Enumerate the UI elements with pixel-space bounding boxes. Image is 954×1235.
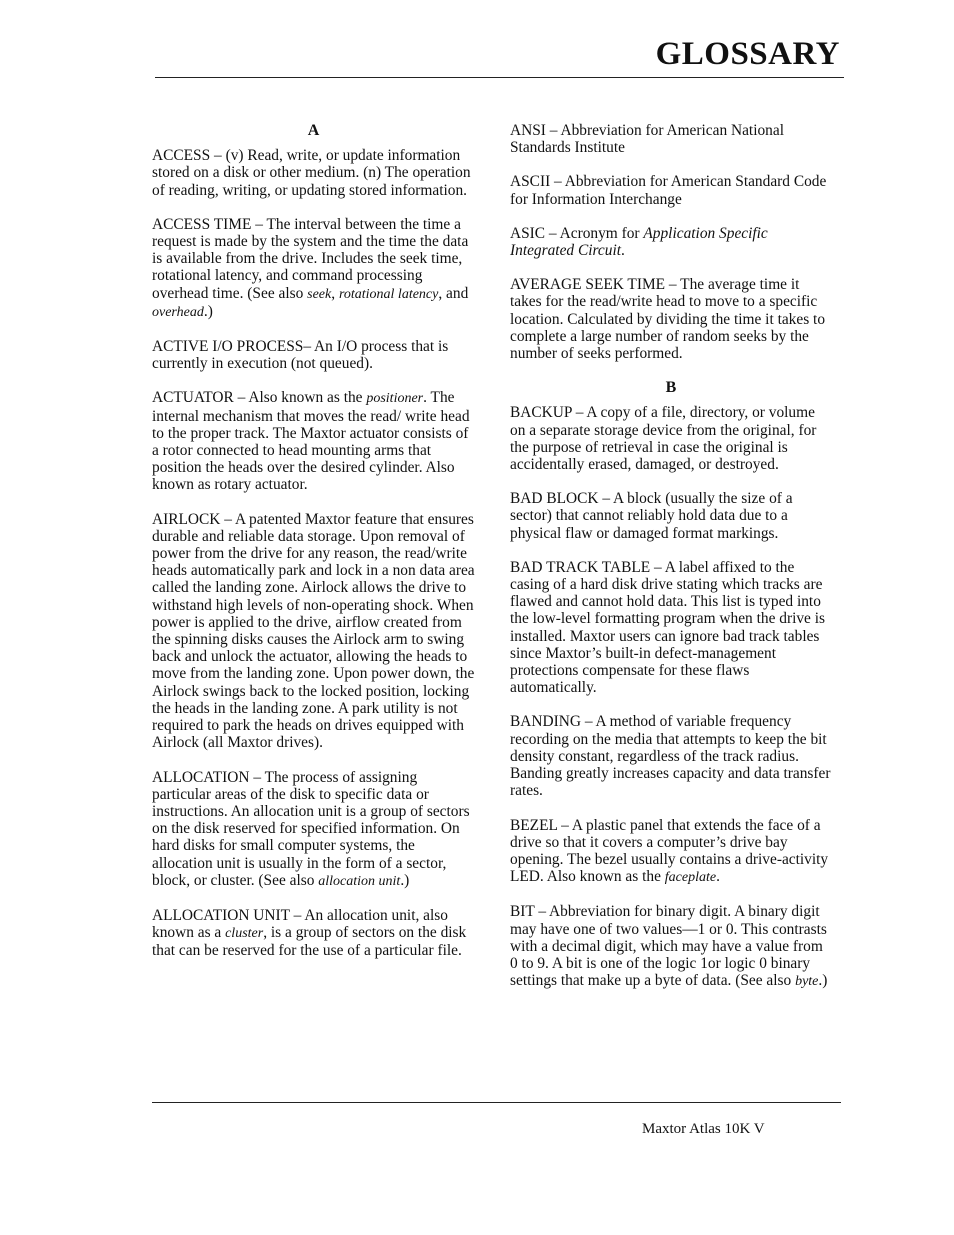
entry-definition: – Acronym for <box>545 224 644 242</box>
entry-term: ACTUATOR <box>152 389 234 407</box>
entry-term: BANDING <box>510 713 581 731</box>
footer-product-name: Maxtor Atlas 10K V <box>642 1121 765 1137</box>
entry-term: ASIC <box>510 224 546 242</box>
entry-term: ACCESS TIME <box>152 215 252 233</box>
glossary-entry-access <box>152 147 475 199</box>
entry-term: BEZEL <box>510 816 558 834</box>
header-rule <box>155 77 844 78</box>
entry-definition: – (v) Read, write, or update information stored on a disk or other medium. (n) The operation of reading, writing, or updating stored information. <box>152 147 471 199</box>
entry-definition: – The average time it takes for the read/write head to move to a specific location. Calculated by dividing the time it takes to complete a large number of random seeks by the number of seeks performed. <box>510 276 826 363</box>
glossary-column-right <box>510 122 832 990</box>
cross-reference: byte <box>795 974 819 990</box>
entry-tail: .) <box>400 871 410 889</box>
entry-definition: – A patented Maxtor feature that ensures durable and reliable data storage. Upon removal of power from the drive for any reason, the read/write heads automatically park and lock in a non data area called the landing zone. Airlock allows the drive to withstand high levels of non-operating shock. When power is applied to the drive, airflow created from the spinning disks causes the Airlock arm to swing back and unlock the actuator, allowing the heads to move from the landing zone. Upon power down, the Airlock swings back to the locked position, locking the heads in the landing zone. A park utility is not required to park the heads on drives equipped with Airlock (all Maxtor drives). <box>152 510 475 752</box>
cross-reference: overhead <box>152 304 204 320</box>
page-title: GLOSSARY <box>655 36 840 72</box>
entry-term: ASCII <box>510 173 551 191</box>
glossary-entry-ascii <box>510 173 832 207</box>
glossary-entry-bit <box>510 903 832 990</box>
glossary-entry-bezel <box>510 817 832 887</box>
entry-definition: – Also known as the <box>233 389 367 407</box>
entry-tail: . <box>716 868 720 886</box>
entry-tail: .) <box>818 972 828 990</box>
glossary-entry-asic <box>510 225 832 259</box>
entry-term: BAD TRACK TABLE <box>510 558 651 576</box>
entry-term: ALLOCATION UNIT <box>152 906 290 924</box>
section-letter-a: A <box>307 122 320 139</box>
entry-definition: – A block (usually the size of a sector) that cannot reliably hold data due to a physical flaw or damaged format markings. <box>510 490 793 542</box>
entry-definition: – The interval between the time a request is made by the system and the time the data is available from the drive. Includes the seek time, rotational latency, and command processing overhead time. (See also <box>152 215 469 302</box>
entry-tail: .) <box>203 302 213 320</box>
entry-tail: , is a group of sectors on the disk that can be reserved for the use of a particular file. <box>152 924 467 960</box>
entry-definition: – A method of variable frequency recording on the media that attempts to keep the bit density constant, regardless of the track radius. Banding greatly increases capacity and data transfer rates. <box>510 713 831 800</box>
entry-definition: – Abbreviation for binary digit. A binary digit may have one of two values—1 or 0. This contrasts with a decimal digit, which may have a value from 0 to 9. A bit is one of the logic 1or logic 0 binary settings that make up a byte of data. (See also <box>510 903 827 990</box>
entry-tail: . <box>621 242 625 260</box>
glossary-entry-ansi <box>510 122 832 156</box>
glossary-entry-bad-track-table <box>510 559 832 697</box>
entry-separator: , <box>331 284 339 302</box>
entry-term: ANSI <box>510 122 546 139</box>
glossary-entry-airlock <box>152 511 475 752</box>
glossary-entry-average-seek-time <box>510 276 832 362</box>
entry-definition: – A copy of a file, directory, or volume on a separate storage device from the original, for the purpose of retrieval in case the original is accidentally erased, damaged, or destroyed. <box>510 404 817 474</box>
entry-term: ALLOCATION <box>152 768 250 786</box>
cross-reference: cluster <box>225 926 264 942</box>
cross-reference: Application Specific Integrated Circuit <box>510 224 768 260</box>
entry-definition: – A plastic panel that extends the face of a drive so that it covers a computer’s drive bay opening. The bezel usually contains a drive-activity LED. Also known as the <box>510 816 829 886</box>
glossary-entry-actuator <box>152 389 475 493</box>
glossary-entry-allocation-unit <box>152 907 475 960</box>
entry-definition: – An I/O process that is currently in execution (not queued). <box>152 338 449 373</box>
glossary-entry-banding <box>510 713 832 799</box>
glossary-entry-active-io-process <box>152 338 475 372</box>
glossary-entry-access-time <box>152 216 475 321</box>
glossary-column-left <box>152 122 475 977</box>
entry-term: ACCESS <box>152 147 211 165</box>
entry-definition: – Abbreviation for American Standard Code for Information Interchange <box>510 173 827 208</box>
cross-reference: rotational latency <box>338 286 439 302</box>
glossary-entry-bad-block <box>510 490 832 542</box>
entry-term: BAD BLOCK <box>510 490 599 508</box>
section-letter-b: B <box>665 379 677 397</box>
entry-term: ACTIVE I/O PROCESS <box>152 338 304 356</box>
entry-term: AIRLOCK <box>152 510 221 528</box>
glossary-entry-allocation <box>152 769 475 890</box>
entry-definition: – Abbreviation for American National Standards Institute <box>510 122 784 157</box>
cross-reference: positioner <box>366 391 424 407</box>
entry-term: AVERAGE SEEK TIME <box>510 276 666 294</box>
entry-definition: – An allocation unit, also known as a <box>152 906 448 942</box>
entry-definition: – The process of assigning particular areas of the disk to specific data or instructions. An allocation unit is a group of sectors on the disk reserved for specified information. On hard disks for small computer systems, the allocation unit is usually in the form of a sector, block, or cluster. (See also <box>152 768 470 889</box>
entry-term: BIT <box>510 903 535 921</box>
entry-separator: , and <box>438 284 469 302</box>
cross-reference: allocation unit <box>318 873 401 889</box>
entry-definition: – A label affixed to the casing of a hard disk drive stating which tracks are flawed and cannot hold data. This list is typed into the low-level formatting program when the drive is installed. Maxtor users can ignore bad track tables since Maxtor’s built-in defect-management protections compensate for these flaws automatically. <box>510 558 825 697</box>
entry-term: BACKUP <box>510 404 572 422</box>
cross-reference: faceplate <box>664 870 717 886</box>
glossary-entry-backup <box>510 404 832 473</box>
footer-rule <box>152 1102 841 1103</box>
cross-reference: seek <box>307 286 332 302</box>
entry-tail: . The internal mechanism that moves the read/ write head to the proper track. The Maxtor actuator consists of a rotor connected to head mounting arms that position the heads over the desired cylinder. Also known as rotary actuator. <box>152 389 470 494</box>
